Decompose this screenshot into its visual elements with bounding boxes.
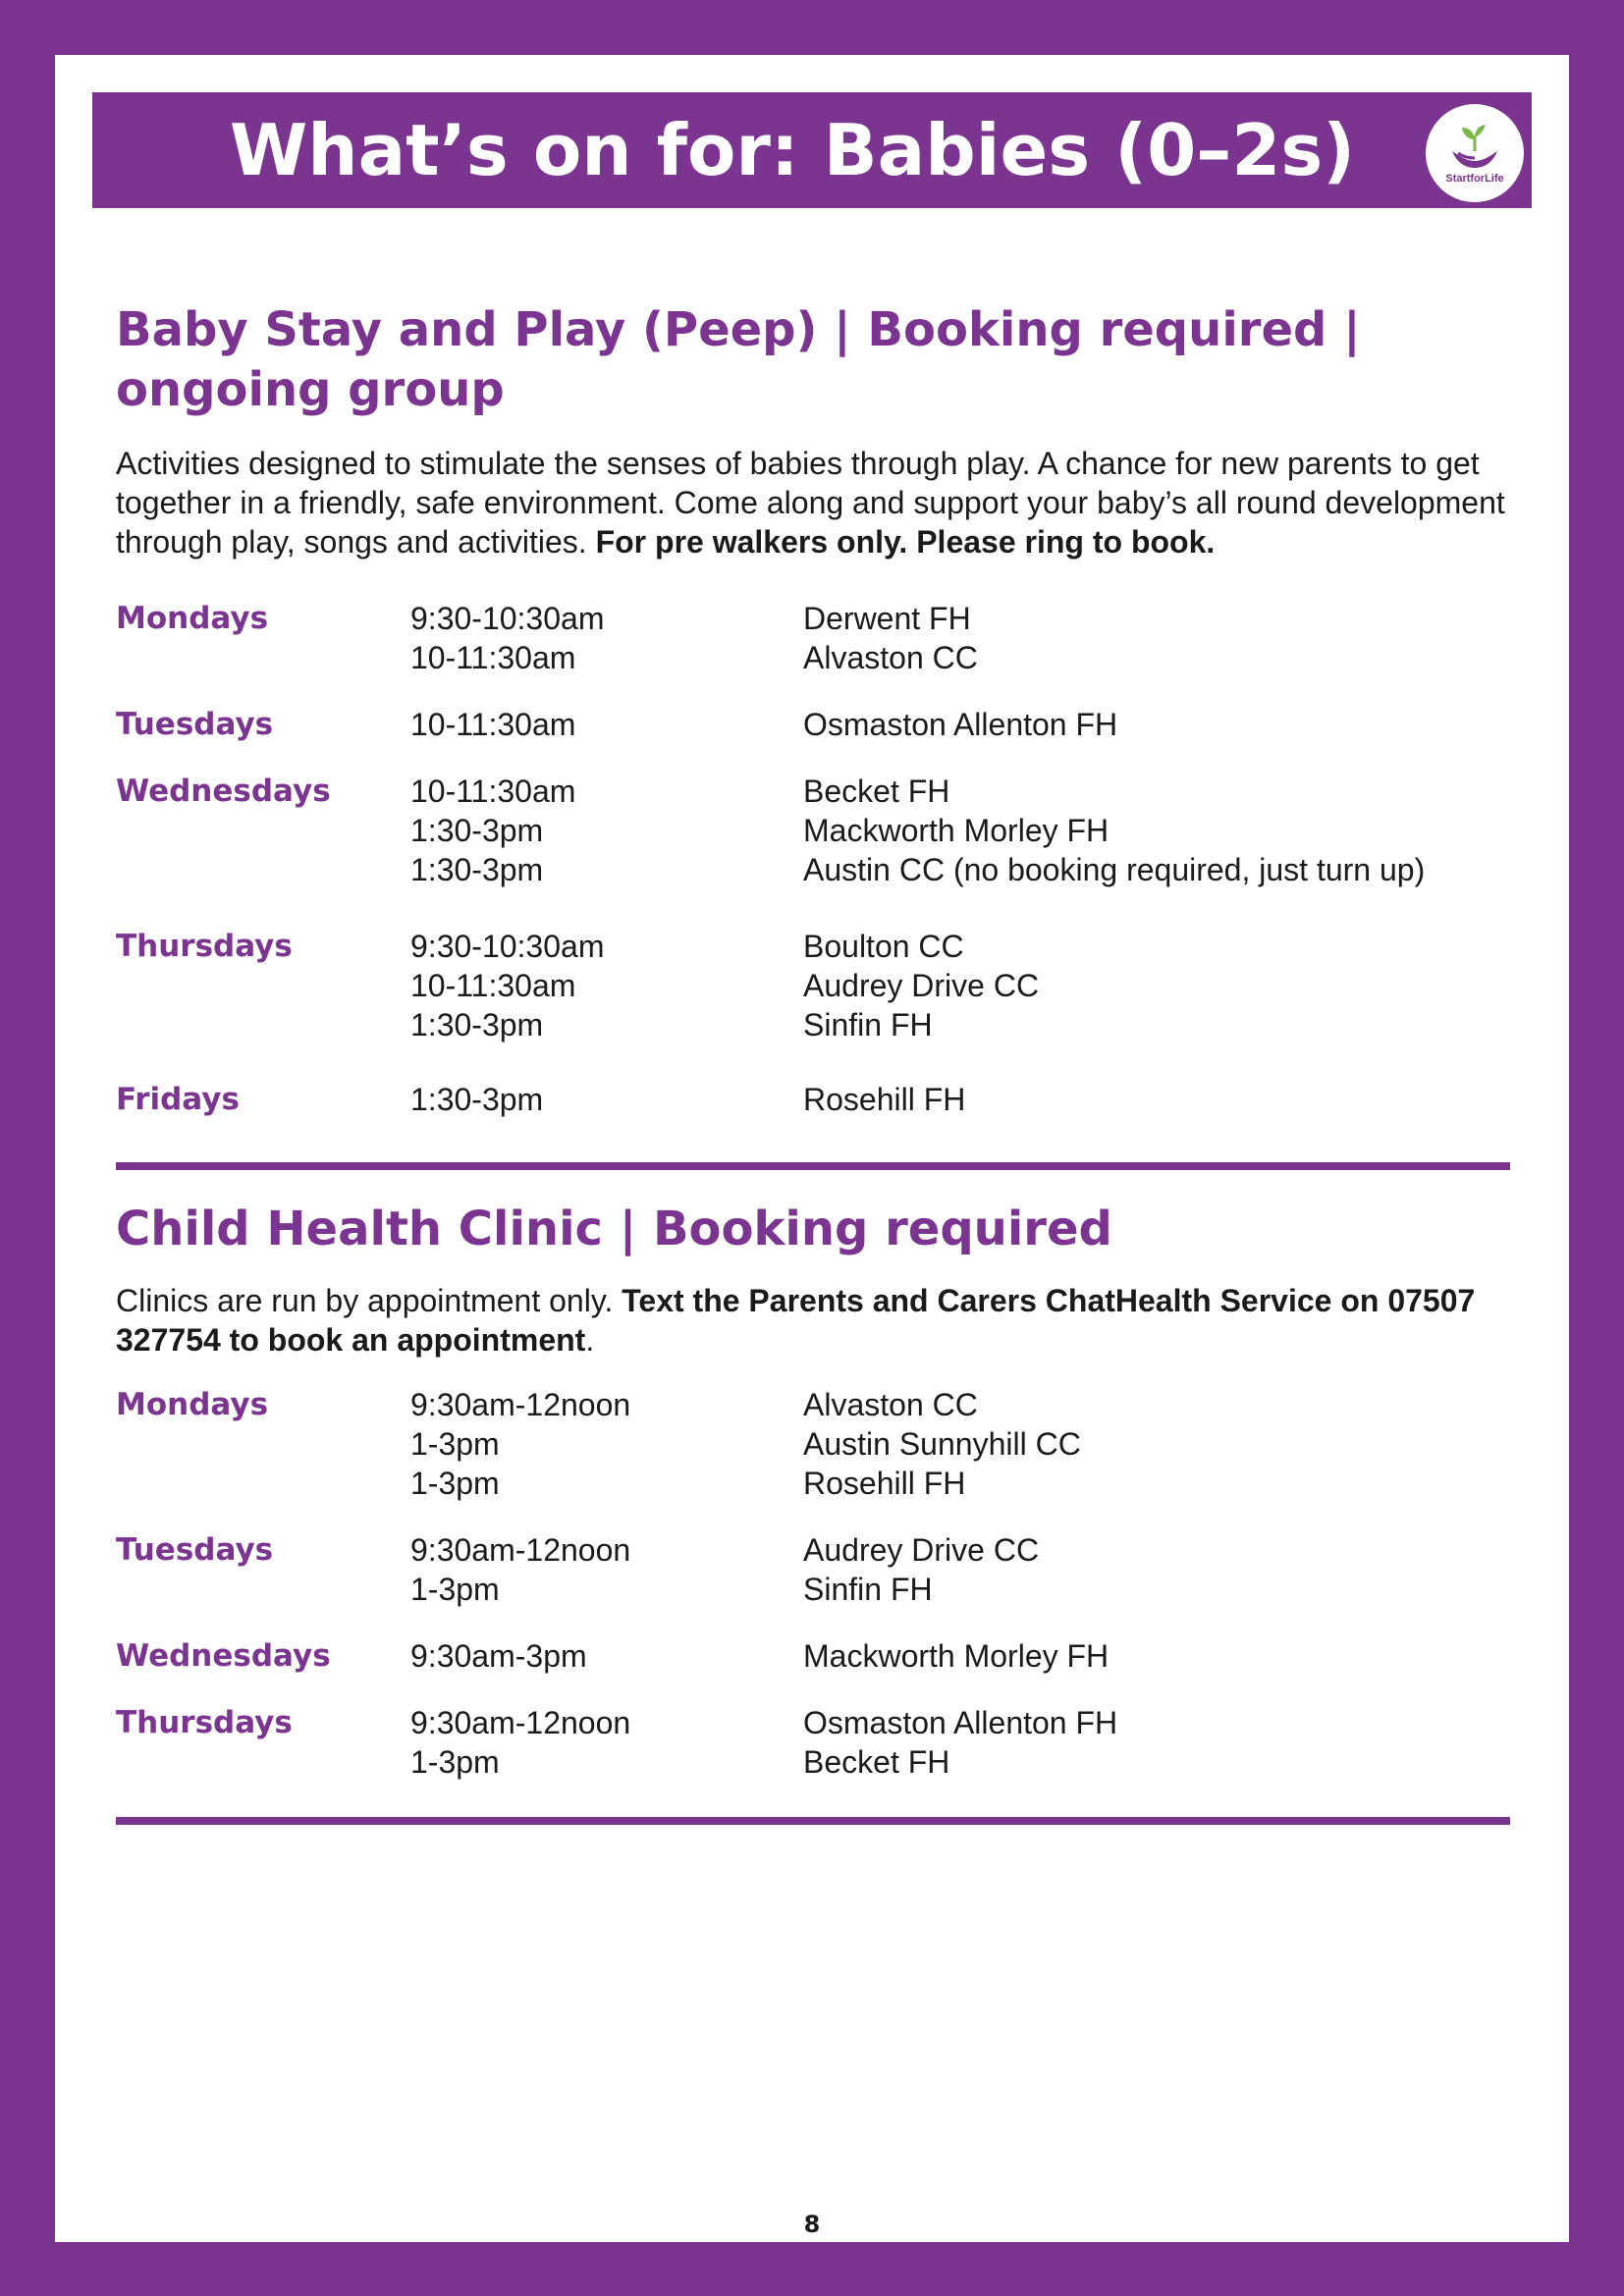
section-child-health-clinic — [116, 1200, 1510, 1782]
venue: Alvaston CC — [803, 640, 978, 675]
schedule-row — [116, 927, 1510, 1044]
header-banner — [92, 92, 1532, 208]
schedule-venues — [803, 1385, 1510, 1503]
schedule-day: Tuesdays — [116, 707, 274, 742]
schedule-venues — [803, 1703, 1510, 1782]
time-slot: 9:30-10:30am — [410, 601, 605, 636]
schedule-day: Fridays — [116, 1082, 240, 1117]
section-description — [116, 1281, 1510, 1360]
schedule-day: Tuesdays — [116, 1532, 274, 1568]
schedule-venues — [803, 927, 1510, 1044]
section-title-line1: Child Health Clinic | Booking required — [116, 1201, 1112, 1256]
section-description — [116, 444, 1510, 561]
schedule-day: Wednesdays — [116, 1638, 331, 1674]
schedule-table — [116, 599, 1510, 1119]
venue: Osmaston Allenton FH — [803, 1705, 1118, 1740]
schedule-table — [116, 1385, 1510, 1782]
venue: Austin Sunnyhill CC — [803, 1426, 1081, 1462]
venue: Audrey Drive CC — [803, 968, 1040, 1003]
venue: Austin CC (no booking required, just turn up) — [803, 852, 1426, 887]
hands-sprout-icon — [1448, 122, 1501, 171]
schedule-venues — [803, 1636, 1510, 1676]
time-slot: 10-11:30am — [410, 774, 576, 809]
schedule-row — [116, 772, 1510, 889]
time-slot: 9:30am-12noon — [410, 1532, 631, 1568]
time-slot: 1:30-3pm — [410, 852, 544, 887]
schedule-row — [116, 599, 1510, 677]
page-title: What’s on for: Babies (0–2s) — [229, 109, 1356, 191]
venue: Audrey Drive CC — [803, 1532, 1040, 1568]
time-slot: 9:30am-12noon — [410, 1387, 631, 1422]
venue: Boulton CC — [803, 929, 964, 964]
time-slot: 1-3pm — [410, 1572, 500, 1607]
section-baby-stay-and-play — [116, 300, 1510, 1119]
schedule-row — [116, 1385, 1510, 1503]
time-slot: 1-3pm — [410, 1744, 500, 1780]
venue: Osmaston Allenton FH — [803, 707, 1118, 742]
schedule-times — [410, 1530, 803, 1609]
time-slot: 9:30-10:30am — [410, 929, 605, 964]
time-slot: 10-11:30am — [410, 707, 576, 742]
page-number: 8 — [803, 2211, 821, 2238]
schedule-times — [410, 599, 803, 677]
time-slot: 10-11:30am — [410, 968, 576, 1003]
description-emphasis: For pre walkers only. Please ring to book. — [595, 524, 1216, 560]
schedule-day: Mondays — [116, 1387, 269, 1422]
schedule-row — [116, 1703, 1510, 1782]
venue: Mackworth Morley FH — [803, 1638, 1110, 1674]
description-emphasis: Text the Parents and Carers ChatHealth Service on 07507 327754 to book an appointment — [116, 1283, 1476, 1358]
description-text: Activities designed to stimulate the senses of babies through play. A chance for new parents to get together in a friendly, safe environment. Come along and support your baby’s all round development through play, songs and activities. — [116, 446, 1505, 560]
venue: Derwent FH — [803, 601, 971, 636]
venue: Rosehill FH — [803, 1466, 966, 1501]
schedule-times — [410, 772, 803, 889]
schedule-row — [116, 705, 1510, 744]
logo-text: StartforLife — [1445, 173, 1504, 185]
page — [55, 55, 1569, 2242]
time-slot: 1:30-3pm — [410, 1082, 544, 1117]
time-slot: 9:30am-3pm — [410, 1638, 587, 1674]
section-title — [116, 1200, 1510, 1259]
schedule-venues — [803, 599, 1510, 677]
time-slot: 1-3pm — [410, 1426, 500, 1462]
time-slot: 9:30am-12noon — [410, 1705, 631, 1740]
schedule-day: Mondays — [116, 601, 269, 636]
schedule-times — [410, 1385, 803, 1503]
schedule-venues — [803, 772, 1510, 889]
schedule-times — [410, 927, 803, 1044]
time-slot: 1-3pm — [410, 1466, 500, 1501]
schedule-times — [410, 1080, 803, 1119]
venue: Rosehill FH — [803, 1082, 966, 1117]
section-divider — [116, 1817, 1510, 1825]
venue: Becket FH — [803, 1744, 950, 1780]
schedule-row — [116, 1530, 1510, 1609]
time-slot: 10-11:30am — [410, 640, 576, 675]
schedule-times — [410, 1636, 803, 1676]
schedule-row — [116, 1080, 1510, 1119]
venue: Alvaston CC — [803, 1387, 978, 1422]
section-title — [116, 300, 1510, 420]
section-title-line2: ongoing group — [116, 362, 505, 417]
description-text: Clinics are run by appointment only. — [116, 1283, 623, 1318]
schedule-venues — [803, 705, 1510, 744]
schedule-times — [410, 1703, 803, 1782]
section-divider — [116, 1162, 1510, 1170]
schedule-venues — [803, 1080, 1510, 1119]
start-for-life-logo — [1426, 104, 1524, 202]
content — [116, 241, 1510, 1825]
schedule-day: Thursdays — [116, 929, 293, 964]
venue: Sinfin FH — [803, 1572, 933, 1607]
schedule-venues — [803, 1530, 1510, 1609]
venue: Becket FH — [803, 774, 950, 809]
schedule-times — [410, 705, 803, 744]
section-title-line1: Baby Stay and Play (Peep) | Booking required | — [116, 302, 1361, 357]
time-slot: 1:30-3pm — [410, 813, 544, 848]
schedule-day: Thursdays — [116, 1705, 293, 1740]
venue: Mackworth Morley FH — [803, 813, 1110, 848]
venue: Sinfin FH — [803, 1007, 933, 1042]
schedule-day: Wednesdays — [116, 774, 331, 809]
time-slot: 1:30-3pm — [410, 1007, 544, 1042]
description-end: . — [585, 1322, 595, 1358]
schedule-row — [116, 1636, 1510, 1676]
